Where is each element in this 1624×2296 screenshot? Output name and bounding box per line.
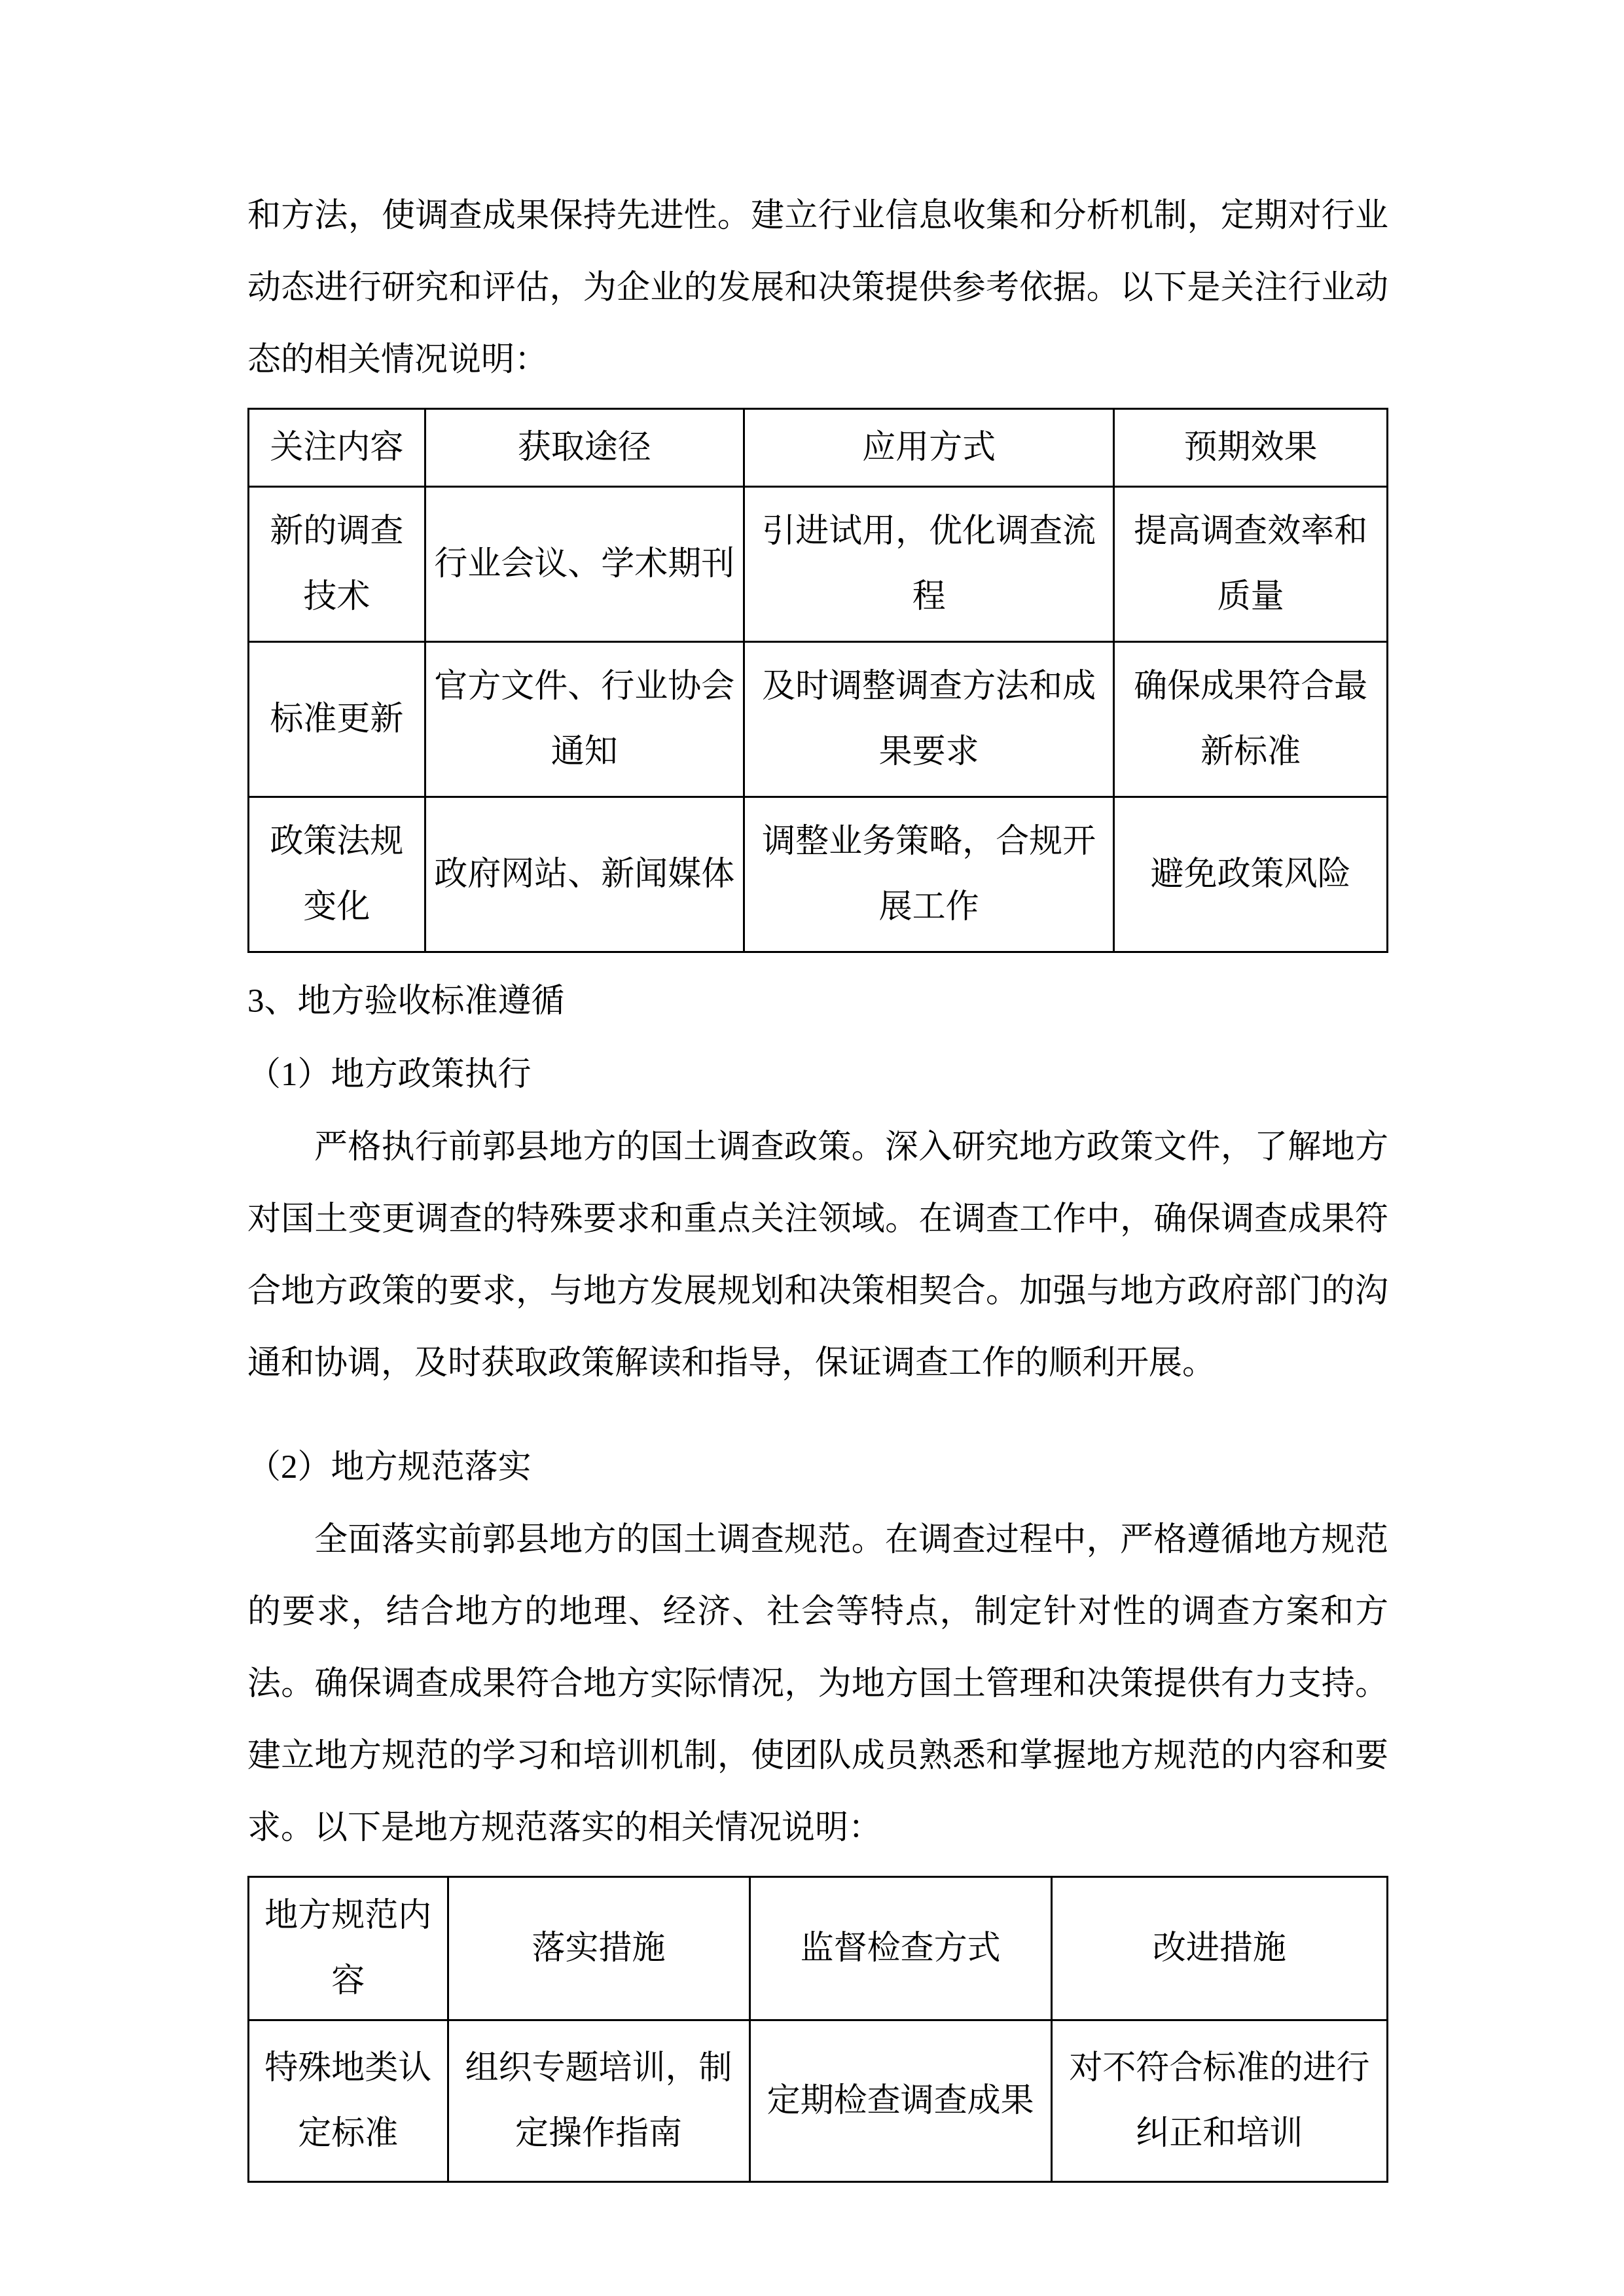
- industry-dynamics-table: [247, 408, 1388, 953]
- table-header-cell: 获取途径: [425, 409, 744, 487]
- table-cell: 政策法规变化: [249, 797, 425, 952]
- table-cell: 避免政策风险: [1114, 797, 1388, 952]
- table-cell: 标准更新: [249, 642, 425, 797]
- subsection-heading-policy: （1）地方政策执行: [247, 1056, 532, 1093]
- table-cell: 行业会议、学术期刊: [425, 487, 744, 642]
- table-header-cell: 改进措施: [1051, 1877, 1387, 2020]
- table-cell: 组织专题培训，制定操作指南: [448, 2020, 749, 2182]
- table-header-cell: 应用方式: [744, 409, 1114, 487]
- local-standards-table: [247, 1876, 1388, 2183]
- table-header-row: [249, 409, 1388, 487]
- section-heading: 3、地方验收标准遵循: [247, 983, 565, 1020]
- table-cell: 确保成果符合最新标准: [1114, 642, 1388, 797]
- table-cell: 新的调查技术: [249, 487, 425, 642]
- policy-paragraph: 严格执行前郭县地方的国土调查政策。深入研究地方政策文件，了解地方对国土变更调查的特殊要求和重点关注领域。在调查工作中，确保调查成果符合地方政策的要求，与地方发展规划和决策相契合。加强与地方政府部门的沟通和协调，及时获取政策解读和指导，保证调查工作的顺利开展。: [247, 1129, 1388, 1382]
- table-row: [249, 2020, 1388, 2182]
- table-cell: 定期检查调查成果: [749, 2020, 1051, 2182]
- table-cell: 提高调查效率和质量: [1114, 487, 1388, 642]
- table-cell: 政府网站、新闻媒体: [425, 797, 744, 952]
- table-header-cell: 预期效果: [1114, 409, 1388, 487]
- intro-paragraph: 和方法，使调查成果保持先进性。建立行业信息收集和分析机制，定期对行业动态进行研究和评估，为企业的发展和决策提供参考依据。以下是关注行业动态的相关情况说明：: [247, 198, 1388, 378]
- table-row: [249, 487, 1388, 642]
- table-cell: 及时调整调查方法和成果要求: [744, 642, 1114, 797]
- table-header-cell: 监督检查方式: [749, 1877, 1051, 2020]
- table-header-cell: 关注内容: [249, 409, 425, 487]
- table-header-cell: 地方规范内容: [249, 1877, 448, 2020]
- table-cell: 特殊地类认定标准: [249, 2020, 448, 2182]
- standards-paragraph: 全面落实前郭县地方的国土调查规范。在调查过程中，严格遵循地方规范的要求，结合地方的地理、经济、社会等特点，制定针对性的调查方案和方法。确保调查成果符合地方实际情况，为地方国土管理和决策提供有力支持。建立地方规范的学习和培训机制，使团队成员熟悉和掌握地方规范的内容和要求。以下是地方规范落实的相关情况说明：: [247, 1522, 1388, 1846]
- subsection-heading-standards: （2）地方规范落实: [247, 1449, 532, 1486]
- table-header-row: [249, 1877, 1388, 2020]
- table-cell: 调整业务策略，合规开展工作: [744, 797, 1114, 952]
- table-header-cell: 落实措施: [448, 1877, 749, 2020]
- table-cell: 引进试用，优化调查流程: [744, 487, 1114, 642]
- table-cell: 官方文件、行业协会通知: [425, 642, 744, 797]
- table-cell: 对不符合标准的进行纠正和培训: [1051, 2020, 1387, 2182]
- table-row: [249, 642, 1388, 797]
- table-row: [249, 797, 1388, 952]
